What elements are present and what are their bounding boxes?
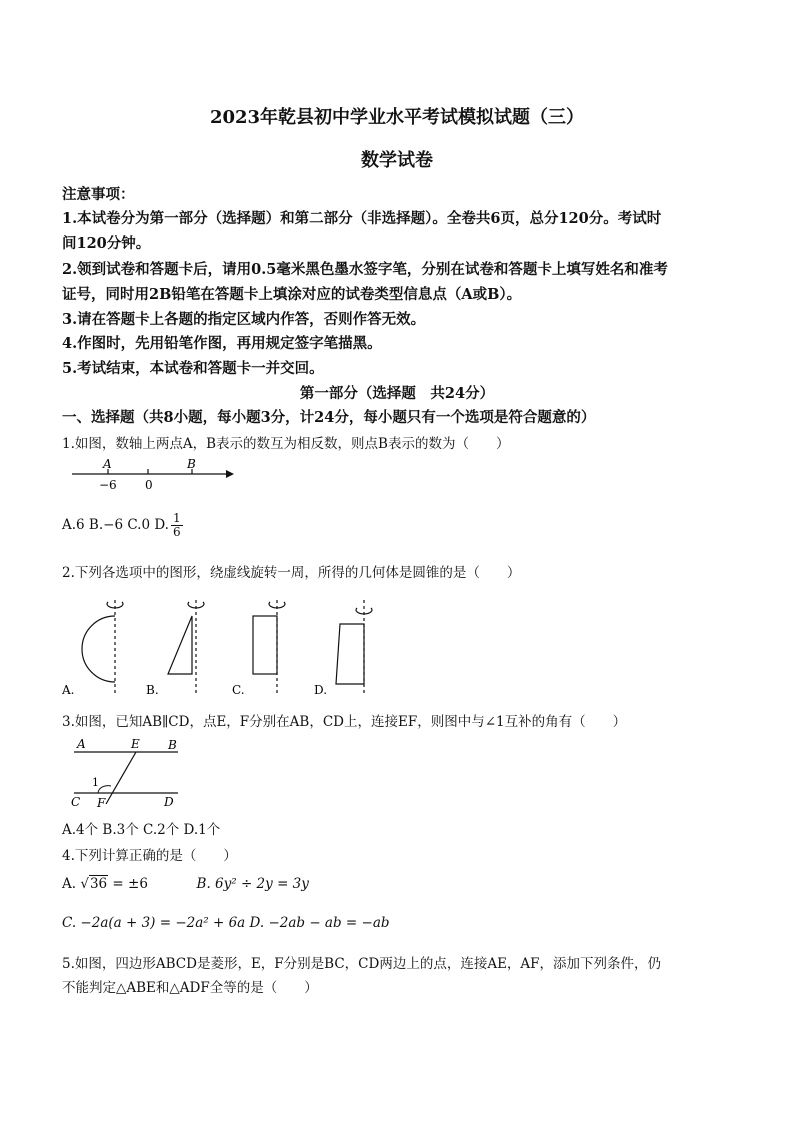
q1-option-d-fraction <box>171 512 183 539</box>
q1-label-a: A <box>103 457 112 471</box>
q1-frac-num: 1 <box>172 511 181 525</box>
q2-option-c: C. <box>232 683 245 697</box>
note-1-line-2: 间120分钟。 <box>62 235 151 252</box>
q3-label-1: 1 <box>92 776 99 789</box>
q2-figures <box>60 594 390 698</box>
part1-heading: 第一部分（选择题 共24分） <box>299 385 495 402</box>
q3-label-b: B <box>168 738 177 752</box>
sqrt-icon: √ <box>80 876 89 892</box>
q3-stem: 3.如图，已知AB∥CD，点E，F分别在AB，CD上，连接EF，则图中与∠1互补的角有（ ） <box>62 714 627 730</box>
q3-label-d: D <box>164 795 174 809</box>
note-1-line-1: 1.本试卷分为第一部分（选择题）和第二部分（非选择题）。全卷共6页，总分120分。考试时 <box>62 210 662 227</box>
q4-option-b: B. 6y² ÷ 2y = 3y <box>196 876 309 892</box>
exam-title: 2023年乾县初中学业水平考试模拟试题（三） <box>209 107 585 128</box>
note-2-line-1: 2.领到试卷和答题卡后，请用0.5毫米黑色墨水签字笔，分别在试卷和答题卡上填写姓名和准考 <box>62 261 668 278</box>
note-4: 4.作图时，先用铅笔作图，再用规定签字笔描黑。 <box>62 335 382 352</box>
q1-frac-den: 6 <box>172 525 181 539</box>
q3-label-a: A <box>77 737 86 751</box>
q5-stem-line-1: 5.如图，四边形ABCD是菱形，E，F分别是BC，CD两边上的点，连接AE，AF，添加下列条件，仍 <box>62 956 662 972</box>
q4-option-a-radicand: 36 <box>89 876 108 892</box>
q2-option-a: A. <box>62 683 75 697</box>
note-3: 3.请在答题卡上各题的指定区域内作答，否则作答无效。 <box>62 311 426 328</box>
q5-stem-line-2: 不能判定△ABE和△ADF全等的是（ ） <box>62 980 318 996</box>
q1-stem: 1.如图，数轴上两点A，B表示的数互为相反数，则点B表示的数为（ ） <box>62 436 510 452</box>
q4-options-cd: C. −2a(a + 3) = −2a² + 6a D. −2ab − ab = −ab <box>62 915 390 931</box>
note-2-line-2: 证号，同时用2B铅笔在答题卡上填涂对应的试卷类型信息点（A或B）。 <box>62 286 522 303</box>
q1-label-b: B <box>187 457 196 471</box>
q2-option-b: B. <box>146 683 159 697</box>
q4-option-a-rest: = ±6 <box>108 876 148 892</box>
notes-heading: 注意事项： <box>62 186 135 203</box>
q1-options-text: A.6 B.−6 C.0 D. <box>62 517 169 533</box>
q1-number-line-figure <box>68 456 238 494</box>
q2-option-d: D. <box>314 683 328 697</box>
section-heading: 一、选择题（共8小题，每小题3分，计24分，每小题只有一个选项是符合题意的） <box>62 409 596 426</box>
exam-subtitle: 数学试卷 <box>361 150 433 171</box>
q3-options: A.4个 B.3个 C.2个 D.1个 <box>62 822 221 838</box>
q1-tick-0: 0 <box>145 478 153 492</box>
q4-option-a-prefix: A. <box>62 876 81 892</box>
q1-options <box>62 512 742 539</box>
q3-label-e: E <box>131 737 140 751</box>
note-5: 5.考试结束，本试卷和答题卡一并交回。 <box>62 360 324 377</box>
q4-options-ab <box>62 876 742 892</box>
q3-parallel-lines-figure <box>68 736 188 808</box>
q4-stem: 4.下列计算正确的是（ ） <box>62 848 237 864</box>
q2-stem: 2.下列各选项中的图形，绕虚线旋转一周，所得的几何体是圆锥的是（ ） <box>62 565 521 581</box>
q3-label-f: F <box>97 796 106 810</box>
q1-tick-neg6: −6 <box>99 478 117 492</box>
q3-label-c: C <box>71 795 81 809</box>
